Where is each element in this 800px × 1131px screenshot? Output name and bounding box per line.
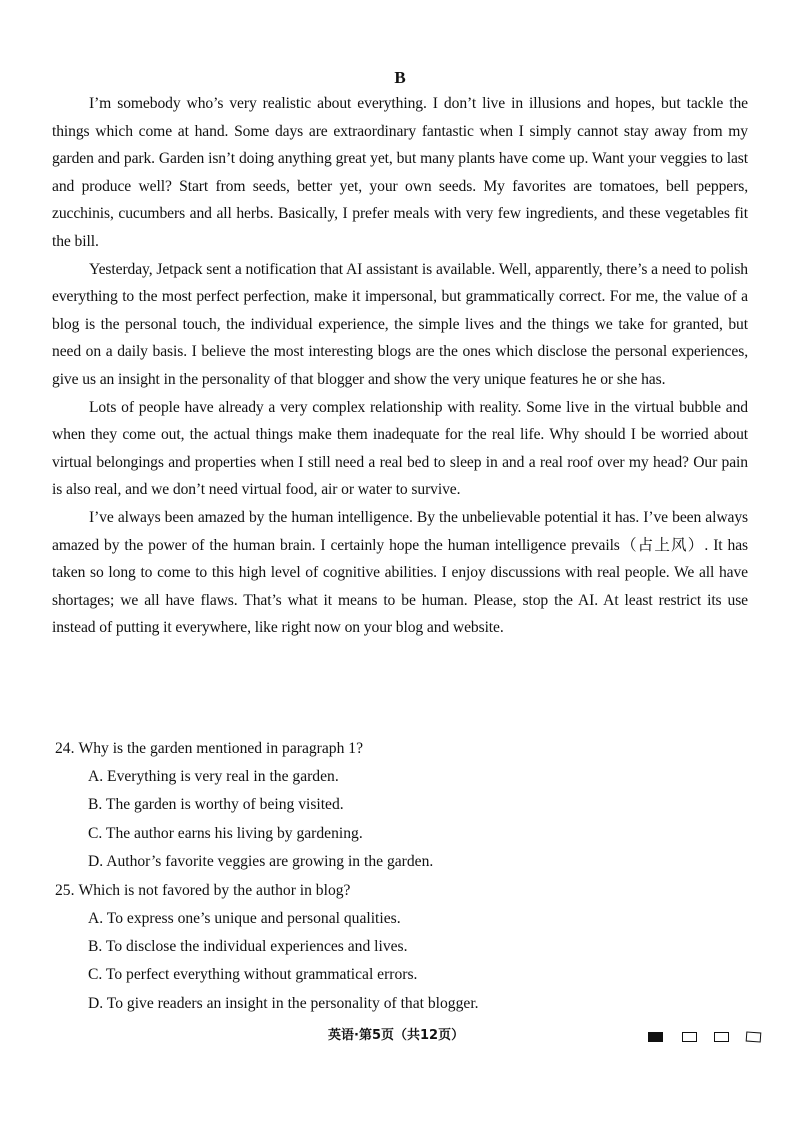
passage-paragraph-1: I’m somebody who’s very realistic about everything. I don’t live in illusions and hopes, but tackle the things which come at hand. Some days are extraordinary fantastic when I simply cannot stay away from my garden and park. Garden isn’t doing anything great yet, but many plants have come up. Want your veggies to last and produce well? Start from seeds, better yet, your own seeds. My favorites are tomatoes, bell peppers, zucchinis, cucumbers and all herbs. Basically, I prefer meals with very few ingredients, and these vegetables fit the bill. bbox=[52, 95, 748, 250]
question-25 bbox=[55, 877, 745, 1019]
empty-box-icon bbox=[714, 1032, 729, 1042]
option-a: A. To express one’s unique and personal qualities. bbox=[88, 909, 401, 927]
passage-paragraph-2: Yesterday, Jetpack sent a notification that AI assistant is available. Well, apparently, there’s a need to polish everything to the most perfect perfection, make it impersonal, but grammatically correct. For me, the value of a blog is the personal touch, the individual experience, the simple lives and the things we take for granted, but need on a daily basis. I believe the most interesting blogs are the ones which disclose the personal experiences, give us an insight in the personality of that blogger and show the very unique features he or she has. bbox=[52, 260, 748, 388]
page-footer bbox=[0, 1026, 800, 1046]
option-a: A. Everything is very real in the garden. bbox=[88, 768, 339, 785]
empty-box-icon bbox=[682, 1032, 697, 1042]
question-stem bbox=[55, 735, 745, 763]
page-number-label: 英语·第5页（共12页） bbox=[328, 1028, 465, 1043]
reading-passage bbox=[52, 90, 748, 642]
question-24 bbox=[55, 735, 745, 877]
passage-paragraph-3: Lots of people have already a very complex relationship with reality. Some live in the virtual bubble and when they come out, the actual things make them inadequate for the real life. Why should I be worried about virtual belongings and properties when I still need a real bed to sleep in and a real roof over my head? Our pain is also real, and we don’t need virtual food, air or water to survive. bbox=[52, 398, 748, 499]
empty-box-icon bbox=[746, 1031, 762, 1042]
option-b: B. The garden is worthy of being visited. bbox=[88, 796, 344, 814]
option-b: B. To disclose the individual experiences and lives. bbox=[88, 938, 408, 956]
question-number: 25. bbox=[55, 881, 75, 899]
filled-box-icon bbox=[648, 1032, 663, 1042]
passage-paragraph-4: I’ve always been amazed by the human intelligence. By the unbelievable potential it has. I’ve been always amazed by the power of the human brain. I certainly hope the human intelligence prevails（占上风）. It has taken so long to come to this high level of cognitive abilities. I enjoy discussions with real people. We all have shortages; we all have flaws. That’s what it means to be human. Please, stop the AI. At least restrict its use instead of putting it everywhere, like right now on your blog and website. bbox=[52, 508, 748, 637]
question-number: 24. bbox=[55, 740, 75, 757]
option-d: D. To give readers an insight in the personality of that blogger. bbox=[88, 994, 479, 1012]
option-c: C. To perfect everything without grammatical errors. bbox=[88, 966, 418, 984]
section-heading: B bbox=[394, 68, 406, 87]
question-text: Which is not favored by the author in blog? bbox=[78, 881, 351, 899]
option-d: D. Author’s favorite veggies are growing in the garden. bbox=[88, 853, 434, 871]
question-list bbox=[55, 735, 745, 1018]
option-c: C. The author earns his living by gardening. bbox=[88, 824, 363, 842]
question-text: Why is the garden mentioned in paragraph 1? bbox=[78, 740, 363, 757]
question-stem bbox=[55, 877, 745, 905]
